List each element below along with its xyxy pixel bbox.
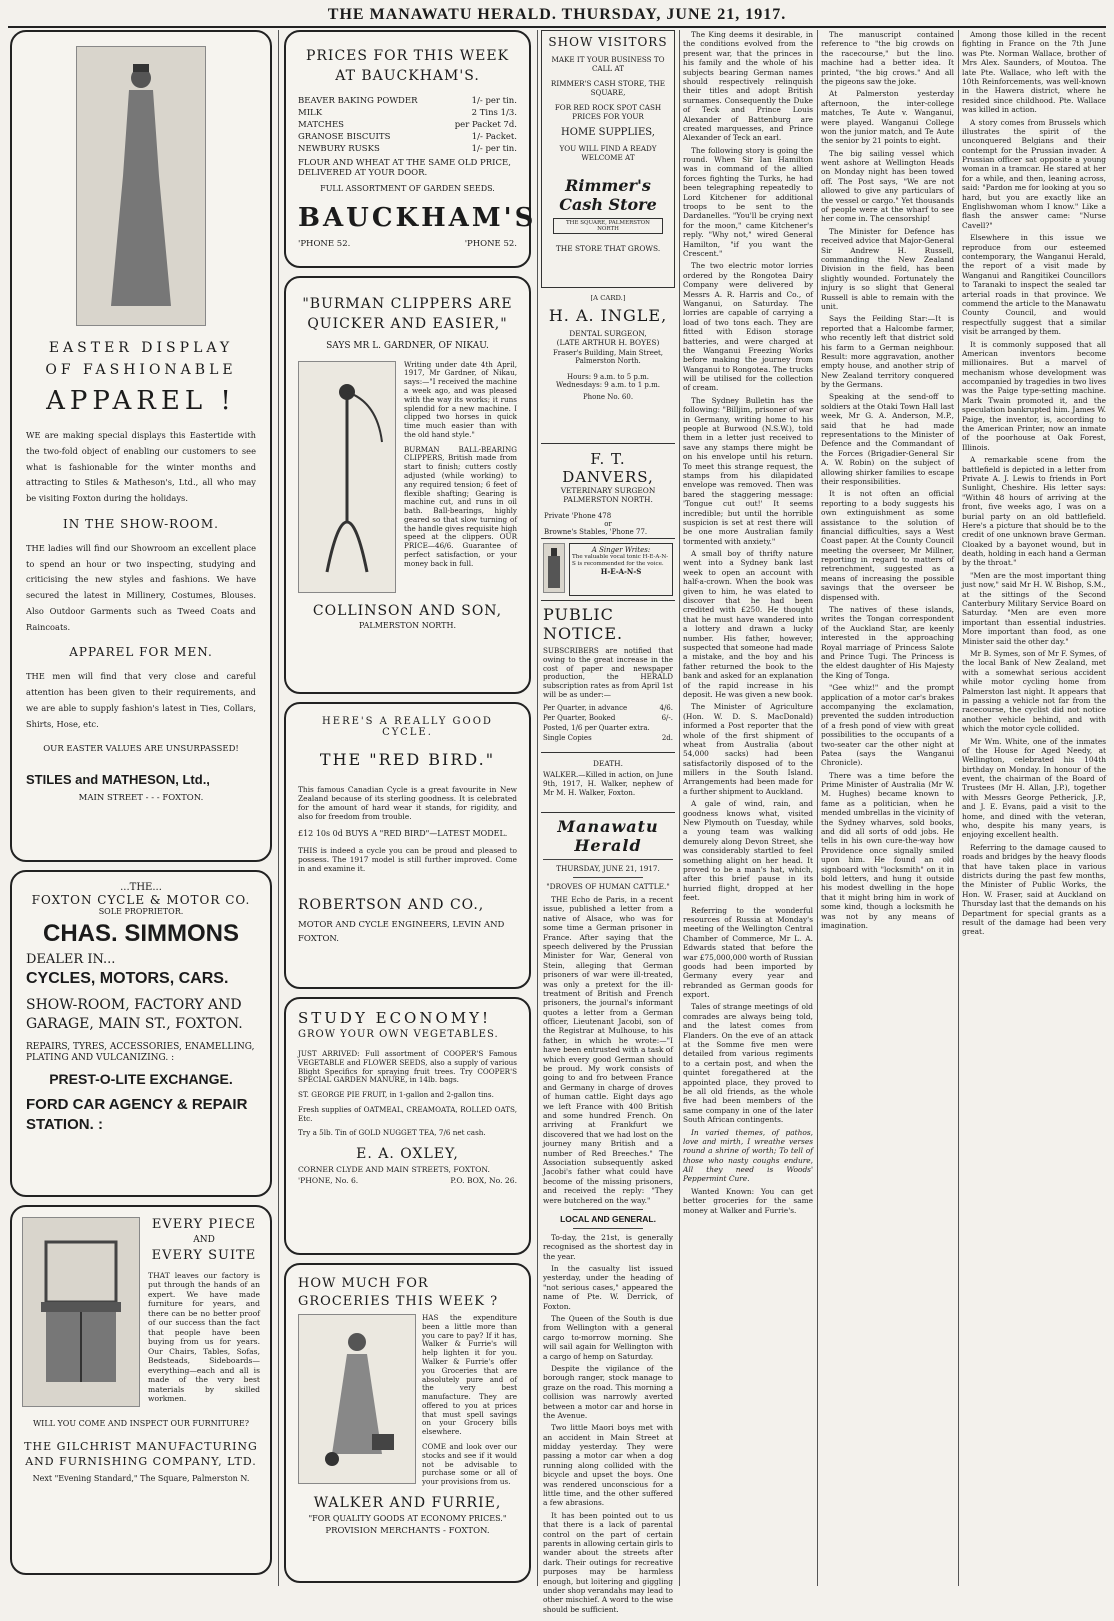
oxley-heading: STUDY ECONOMY!	[298, 1009, 492, 1027]
news-paragraph: Mr B. Symes, son of Mr F. Symes, of the local Bank of New Zealand, met with a somewhat serious accident while motor cycling home from Palmerston last night. It appears that in passing a vehicle not far from the racecourse, the cyclist did not notice another vehicle behind, and with which the motor cycle collided.	[962, 649, 1106, 734]
danvers-address: PALMERSTON NORTH.	[563, 495, 653, 504]
walker-slogan: "FOR QUALITY GOODS AT ECONOMY PRICES."	[308, 1513, 507, 1523]
rate-label: Posted, 1/6 per Quarter extra.	[543, 723, 650, 732]
ingle-dentist-card	[541, 288, 675, 444]
column-rule	[537, 30, 538, 1586]
bauckham-title: PRICES FOR THIS WEEK AT BAUCKHAM'S.	[305, 48, 510, 85]
column-rule	[817, 30, 818, 1586]
price-item: MATCHES	[298, 119, 344, 130]
woman-with-basket-icon	[312, 1324, 402, 1474]
bauckham-phone: 'PHONE 52.	[298, 238, 351, 249]
news-paragraph: A remarkable scene from the battlefield is depicted in a letter from Private A. J. Lewis to friends in Port Sunlight, Cheshire. His letter says: "Within 48 hours of arriving at the front, five weeks ago, I was on a burial party on an old battlefield. Here's a picture that should be to the credit of one unknown brave German. Cloaked by a bayonet wound, but in death, holding in each hand a German by the throat."	[962, 455, 1106, 568]
heans-text: The valuable vocal tonic H-E-A-N-S is recommended for the voice.	[572, 554, 669, 567]
walker-name: WALKER AND FURRIE,	[313, 1494, 502, 1511]
rate-value	[658, 723, 673, 733]
danvers-title: VETERINARY SURGEON	[560, 486, 656, 495]
column-news-3	[962, 30, 1106, 1586]
news-paragraph: The manuscript contained reference to "the big crowds on the racecourse," but the lino. machine had a better idea. It printed, "the big crows." And all the pigeons saw the joke.	[821, 30, 954, 86]
showroom-text: THE ladies will find our Showroom an excellent place to spend an hour or two inspecting, studying and criticising the new styles and fashions. We have secured the latest in Millinery, Costumes, Blouses. Also Outdoor Garments such as Tweed Coats and Raincoats.	[26, 542, 256, 632]
ingle-address: Fraser's Building, Main Street, Palmerston North.	[552, 349, 664, 365]
simmons-company: FOXTON CYCLE & MOTOR CO.	[31, 893, 251, 907]
public-notice-heading: PUBLIC NOTICE.	[543, 605, 624, 643]
local-item: Two little Maori boys met with an accident in Main Street at midday yesterday. They were passing a motor car when a dog running along collided with the bicycle and upset the boys. One was rendered unconscious for a little time, and the other suffered a few abrasions.	[543, 1423, 673, 1508]
wanted-known: Wanted Known: You can get better groceries for the same money at Walker and Furrie's.	[683, 1186, 813, 1215]
oxley-po-box: P.O. BOX, No. 26.	[450, 1176, 517, 1186]
oxley-oatmeal: Fresh supplies of OATMEAL, CREAMOATA, ROLLED OATS, Etc.	[298, 1104, 517, 1123]
price-row	[298, 143, 517, 155]
price-value: 1/- per tin.	[471, 95, 517, 106]
news-paragraph: Referring to the damage caused to roads and bridges by the heavy floods that have taken place in various districts during the past few months, the Minister of Public Works, the Hon. W. Fraser, said at Auckland on Thursday last that the demands on his Department for special grants as a result of the damage had been very great.	[962, 842, 1106, 937]
rate-label: Per Quarter, Booked	[543, 713, 616, 722]
news-paragraph: Says the Feilding Star:—It is reported that a Halcombe farmer, who recently left that district sold his farm to a German neighbour. Result: more aggravation, another empty house, and another strip of New Zealand territory conquered by the Germans.	[821, 314, 954, 390]
simmons-ford-agency: FORD CAR AGENCY & REPAIR STATION. :	[26, 1096, 248, 1133]
column-news-2	[821, 30, 954, 1586]
heans-ad	[541, 539, 675, 601]
local-item: The Queen of the South is due from Wellington with a general cargo to-morrow morning. She will sail again for Wellington with a cargo of hemp on Saturday.	[543, 1314, 673, 1361]
editorial-text: THE Echo de Paris, in a recent issue, published a letter from a native of Alsace, who was for some time a German prisoner in France. After saying that the speech delivered by the Prussian Minister for War, General von Stein, alleging that German prisoners of war were ill-treated, was only a pretext for the ill-treatment of British and French prisoners, the journal's informant quotes a letter from a German officer, Lieutenant Jacobi, son of the Registrar at Mulhouse, to his father, in which he wrote:—"I have been entrusted with a task of which every good German should be proud. My work consists of going to and fro between France and Germany in charge of droves of human cattle. Eight days ago we left France with 400 British and some hundred French. On arriving at Frankfurt we discovered that we had lost on the journey many British and a number of Red Breeches." The Association subsequently asked Jacobi's father what could have become of the missing prisoners, and received the reply: "They were butchered on the way."	[543, 895, 673, 1205]
local-general-heading: LOCAL AND GENERAL.	[560, 1213, 656, 1224]
column-rule	[958, 30, 959, 1586]
news-paragraph: There was a time before the Prime Minister of Australia (Mr W. M. Hughes) became known to fame as a politician, when he mended umbrellas in the vicinity of the Sydney wharves, sold books, and did all sorts of odd jobs. He tells in his own cure-the-way how Providence once signally smiled upon him. He found an old signboard with "locksmith" on it in bold letters, and hung it outside his modest dwelling in the hope that it might bring him in work of some kind, though a locksmith he was not by any means of imagination.	[821, 770, 954, 930]
masthead-rule	[8, 26, 1106, 28]
sideboard-illustration	[22, 1217, 140, 1407]
bauckham-ad	[284, 30, 537, 268]
oxley-address: CORNER CLYDE AND MAIN STREETS, FOXTON.	[298, 1165, 490, 1175]
rate-value: 6/-.	[661, 713, 673, 722]
rimmer-logo-sub: THE SQUARE, PALMERSTON NORTH	[553, 218, 663, 234]
danvers-stables: Browne's Stables, 'Phone 77.	[544, 528, 648, 536]
burman-testimonial: Writing under date 4th April, 1917, Mr Gardner, of Nikau, says:—"I received the machine a week ago, and was pleased with the way its works; it runs splendid for a new machine. I clipped two horses in quick time much easier than with the old hand style."	[404, 359, 517, 439]
walker-text-2: COME and look over our stocks and see if it would not be advisable to purchase some or all of your provisions from us.	[422, 1442, 517, 1487]
rimmer-line-1: MAKE IT YOUR BUSINESS TO CALL AT	[551, 55, 665, 73]
editorial-section	[541, 813, 675, 1621]
gilchrist-question: WILL YOU COME AND INSPECT OUR FURNITURE?	[32, 1419, 250, 1428]
sideboard-icon	[36, 1232, 126, 1392]
price-value: 1/- per tin.	[471, 143, 517, 154]
easter-values: OUR EASTER VALUES ARE UNSURPASSED!	[43, 744, 239, 755]
masthead: THE MANAWATU HERALD. THURSDAY, JUNE 21, 1917.	[327, 6, 787, 23]
rate-row	[543, 703, 673, 713]
local-item: To-day, the 21st, is generally recognised as the shortest day in the year.	[543, 1232, 673, 1261]
rate-label: Per Quarter, in advance	[543, 703, 628, 712]
oxley-seeds: JUST ARRIVED: Full assortment of COOPER'S Famous VEGETABLE and FLOWER SEEDS, also a supply of various Blight Specifics for spraying fruit trees. Try COOPER'S SPECIAL GARDEN MANURE, in 14lb. bags.	[298, 1049, 517, 1085]
clipper-machine-icon	[307, 372, 387, 582]
easter-display-ad	[10, 30, 272, 862]
simmons-the: ...THE...	[120, 882, 162, 893]
red-bird-cycle-ad	[284, 702, 531, 989]
bauckham-flour: FLOUR AND WHEAT AT THE SAME OLD PRICE, DELIVERED AT YOUR DOOR.	[298, 157, 511, 178]
public-notice	[541, 601, 675, 753]
price-item: NEWBURY RUSKS	[298, 143, 380, 154]
cycle-description: This famous Canadian Cycle is a great favourite in New Zealand because of its sterling goodness. It is celebrated for the amount of hard wear it stands, for rigidity, and also for freedom from trouble.	[298, 785, 517, 822]
danvers-vet-card	[541, 444, 675, 539]
news-paragraph: "Men are the most important thing just now," said Mr H. W. Bishop, S.M., at the sittings of the Second Canterbury Military Service Board on Saturday. "Men are even more important than essential industries. More important than food, as one Minister said the other day."	[962, 570, 1106, 646]
price-item: MILK	[298, 107, 323, 118]
rimmer-store-ad	[541, 30, 675, 288]
price-row	[298, 119, 517, 131]
danvers-phone: Private 'Phone 478	[544, 512, 612, 520]
clipper-machine-illustration	[298, 361, 396, 593]
simmons-dealer: DEALER IN...	[26, 952, 116, 967]
simmons-repairs: REPAIRS, TYRES, ACCESSORIES, ENAMELLING, PLATING AND VULCANIZING. :	[26, 1041, 255, 1064]
gilchrist-furniture-ad	[10, 1205, 272, 1575]
price-item: BEAVER BAKING POWDER	[298, 95, 418, 106]
rimmer-line-5: YOU WILL FIND A READY WELCOME AT	[559, 144, 657, 162]
oxley-pie-fruit: ST. GEORGE PIE FRUIT, in 1-gallon and 2-gallon tins.	[298, 1090, 494, 1100]
column-rule	[679, 30, 680, 1586]
collinson-name: COLLINSON AND SON,	[312, 602, 503, 619]
herald-date: THURSDAY, JUNE 21, 1917.	[556, 864, 660, 873]
walker-heading: HOW MUCH FOR GROCERIES THIS WEEK ?	[298, 1276, 499, 1309]
news-paragraph: "Gee whiz!" and the prompt application of a motor car's brakes accompanying the exclamation, prevented the sudden introduction of a fresh pond of view with great possibilities to the occupants of a two-seater car the other night at Patea (says the Wanganui Chronicle).	[821, 683, 954, 768]
burman-heading: "BURMAN CLIPPERS ARE QUICKER AND EASIER,"	[302, 296, 513, 333]
heans-heading: A Singer Writes:	[591, 546, 651, 554]
death-notice	[541, 753, 675, 813]
burman-says: SAYS MR L. GARDNER, OF NIKAU.	[326, 340, 489, 351]
news-paragraph: The King deems it desirable, in the conditions evolved from the present war, that the princes in his family and the whole of his subjects bearing German names should respectively relinquish their titles and adopt British surnames. Consequently the Duke of Teck and Prince Louis Alexander of Battenburg are created marquesses, and Prince Alexander of Teck an earl.	[683, 30, 813, 143]
herald-nameplate: Manawatu Herald	[557, 817, 659, 855]
public-notice-text: SUBSCRIBERS are notified that owing to the great increase in the cost of paper and newspaper production, the HERALD subscription rates as from April 1st will be as under:—	[543, 646, 673, 699]
news-paragraph: It is commonly supposed that all American inventors become millionaires. But a marvel of mechanism whose development was accompanied by tragedies in two lives was the Paige type-setting machine. Mark Twain promoted it, and the speculation bankrupted him. James W. Paige, the inventor, is, according to the American Printer, now an inmate of the poorhouse at Oak Forest, Illinois.	[962, 339, 1106, 452]
price-value: 1/- Packet.	[471, 131, 517, 142]
column-ads-middle	[284, 30, 537, 1586]
showroom-heading: IN THE SHOW-ROOM.	[63, 516, 219, 531]
local-item: It has been pointed out to us that there is a lack of parental control on the part of certain parents in allowing certain girls to wander about the streets after dark. Their outings for recreative purposes may be harmless enough, but loitering and giggling under shop verandahs may lead to other mischief. A word to the wise should be sufficient.	[543, 1510, 673, 1614]
simmons-name: CHAS. SIMMONS	[42, 920, 239, 947]
ingle-late: (LATE ARTHUR H. BOYES)	[556, 338, 660, 347]
rimmer-line-2: RIMMER'S CASH STORE, THE SQUARE,	[550, 79, 666, 97]
death-text: WALKER.—Killed in action, on June 9th, 1917, H. Walker, nephew of Mr M. H. Walker, Foxton.	[543, 770, 673, 797]
price-row	[298, 95, 517, 107]
oxley-subheading: GROW YOUR OWN VEGETABLES.	[298, 1029, 499, 1040]
oxley-tea: Try a 5lb. Tin of GOLD NUGGET TEA, 7/6 net cash.	[298, 1128, 486, 1138]
woods-verse: In varied themes, of pathos, love and mirth, I wreathe verses round a shrine of worth; To tell of those who nasty coughs endure, All they need is Woods' Peppermint Cure.	[683, 1127, 813, 1184]
red-bird-name: THE "RED BIRD."	[319, 750, 496, 769]
simmons-goods: CYCLES, MOTORS, CARS.	[26, 970, 229, 987]
simmons-ad	[10, 870, 272, 1197]
column-ads-left	[10, 30, 272, 1586]
rate-label: Single Copies	[543, 733, 592, 742]
news-paragraph: Mr Wm. White, one of the inmates of the House for Aged Needy, at Wellington, celebrated his 104th birthday on Monday. In honour of the event, the chairman of the Board of Trustees (Mr H. Allan, J.P.), together with Messrs George Petherick, J.P., and J. E. Evans, paid a visit to the home, and dined with the veteran, who, despite his many years, is enjoying excellent health.	[962, 736, 1106, 840]
news-paragraph: The big sailing vessel which went ashore at Wellington Heads on Monday night has been towed off. The Post says, "We are not allowed to give any particulars of the vessel or cargo." Yet thousands of people were at the wharf to see her come in. The censorship!	[821, 148, 954, 224]
walker-sub: PROVISION MERCHANTS - FOXTON.	[325, 1525, 490, 1536]
simmons-sole: SOLE PROPRIETOR.	[98, 907, 184, 916]
subscription-rates	[543, 703, 673, 743]
news-paragraph: The natives of these islands, writes the Tongan correspondent of the Auckland Star, are keenly interested in the approaching Royal marriage of Princess Salote and Prince Tugi. The Princess is the eldest daughter of His Majesty the King of Tonga.	[821, 605, 954, 680]
news-paragraph: A gale of wind, rain, and goodness knows what, visited New Plymouth on Tuesday, while a young team was walking demurely along Devon Street, she was considerably startled to feel something alight on her head. It proved to be a man's hat, which, after this brief pause in its hurried flight, dropped at her feet.	[683, 799, 813, 903]
rate-value: 2d.	[661, 733, 673, 742]
news-paragraph: Elsewhere in this issue we reproduce from our esteemed contemporary, the Wanganui Herald, the report of a visit made by Wanganui and Rangitikei Councillors to Taranaki to inspect the sealed tar arterial roads in that province. We commend the article to the Manawatu County Council, and would respectfully suggest that a similar visit be arranged by them.	[962, 233, 1106, 337]
gilchrist-address: Next "Evening Standard," The Square, Palmerston N.	[32, 1473, 250, 1483]
men-apparel-text: THE men will find that very close and careful attention has been given to their requirements, and we are able to supply fashion's latest in Ties, Collars, Shirts, Hose, etc.	[26, 671, 256, 729]
robertson-name: ROBERTSON AND CO.,	[298, 897, 485, 914]
ingle-phone: Phone No. 60.	[582, 393, 634, 401]
easter-heading-3: APPAREL !	[46, 386, 236, 416]
bottle-illustration	[543, 543, 565, 593]
gilchrist-text: THAT leaves our factory is put through the hands of an expert. We have made furniture for years, and there can be no better proof of our success than the fact that people have been buying from us for years. Our Chairs, Tables, Sofas, Bedsteads, Sideboards—everything—each and all is made of the very best materials by skilled workmen.	[148, 1271, 260, 1404]
rimmer-line-3: FOR RED ROCK SPOT CASH PRICES FOR YOUR	[554, 103, 662, 121]
oxley-economy-ad	[284, 997, 531, 1255]
woman-figure-icon	[101, 56, 181, 316]
easter-intro: WE are making special displays this Eastertide with the two-fold object of enabling our customers to see what is fashionable for the winter months and attracting to Stiles & Matheson's, Ltd., all who may be visiting Foxton during the holidays.	[26, 430, 256, 503]
bauckham-price-list	[298, 95, 517, 155]
column-notices	[541, 30, 675, 1614]
rate-row	[543, 713, 673, 723]
rate-row	[543, 723, 673, 733]
price-row	[298, 107, 517, 119]
burman-description: BURMAN BALL-BEARING CLIPPERS, British made from start to finish; cutters costly adjusted (while working) to any required tension; 6 feet of flexible shafting; Gearing is machine cut, and runs in oil bath. Ball-bearings, highly geared so that slow turning of the handle gives requisite high speed at the clippers. OUR PRICE—46/6. Guarantee of perfect satisfaction, or your money back in full.	[404, 444, 518, 568]
gilchrist-and: AND	[193, 1235, 215, 1245]
news-paragraph: The two electric motor lorries ordered by the Rongotea Dairy Company were delivered by Messrs A. R. Harris and Co., of Wanganui, on Saturday. The lorries are capable of carrying a load of two tons each. They are fitted with Edison storage batteries, and were charged at the Wanganui Freezing Works before making the journey from Wanganui to Rongotea. The trucks will be utilised for the collection of cream.	[683, 261, 813, 393]
news-paragraph: A story comes from Brussels which illustrates the spirit of the unconquered Belgians and their contempt for the Prussian invader. A Prussian officer sat opposite a young woman in a tramcar. He stared at her for a while, and then, leaning across, said: "Pardon me for looking at you so hard, but you are exactly like an Englishwoman whom I know." Like a flash the answer came: "Nurse Cavell?"	[962, 117, 1106, 230]
news-paragraph: The Minister of Agriculture (Hon. W. D. S. MacDonald) informed a Post reporter that the whole of the first shipment of wheat from Australia (about 54,000 sacks) had been satisfactorily disposed of to the millers in the South Island. Arrangements had been made for a further shipment to Auckland.	[683, 702, 813, 796]
oxley-phone: 'PHONE, No. 6.	[298, 1176, 359, 1186]
news-paragraph: It is not often an official reporting to a body suggests his own extinguishment as some assistance to the solution of financial difficulties, says a West Coast paper. At the County Council meeting the overseer, Mr Millner, reporting in regard to matters of retrenchment, suggested as a means of increasing the possible savings that the overseer be dispensed with.	[821, 489, 954, 602]
simmons-prestolite: PREST-O-LITE EXCHANGE.	[49, 1071, 233, 1088]
stiles-matheson-address: MAIN STREET - - - FOXTON.	[78, 793, 204, 804]
ingle-card-label: [A CARD.]	[590, 294, 626, 302]
fashion-figure-illustration	[76, 46, 206, 326]
cycle-heading: HERE'S A REALLY GOOD CYCLE.	[322, 716, 493, 738]
column-rule	[278, 30, 279, 1586]
price-value: per Packet 7d.	[454, 119, 517, 130]
ingle-hours: Hours: 9 a.m. to 5 p.m. Wednesdays: 9 a.m. to 1 p.m.	[556, 373, 660, 389]
heans-brand: H-E-A-N-S	[600, 567, 642, 577]
news-paragraph: The Sydney Bulletin has the following: "Billjim, prisoner of war in Germany, writing home to his people at Burwood (N.S.W.), told them in a letter just received to save any stamps there might be on his envelope until his return. To meet this strange request, the stamps from his dilapidated envelope was removed. Then was bared the staggering message: 'Tongue cut out!' It seems incredible; but until the horrible suspicion is set at rest there will be one more Australian family tormented with anxiety."	[683, 395, 813, 546]
walker-furrie-ad	[284, 1263, 531, 1583]
news-paragraph: The following story is going the round. When Sir Ian Hamilton was in command of the allied forces fighting the Turks, he had been telegraphing repeatedly to Lord Kitchener for additional troops to be sent to the Dardanelles. "You'll be crying next for the moon," came Kitchener's reply. "Why not," wired General Hamilton, "if you want the Crescent."	[683, 145, 813, 258]
rimmer-logo: Rimmer's Cash Store	[559, 176, 657, 214]
death-heading: DEATH.	[593, 759, 623, 768]
news-paragraph: At Palmerston yesterday afternoon, the inter-college matches, Te Aute v. Wanganui, were played. Wanganui College won the junior match, and Te Aute the senior by 21 points to eight.	[821, 89, 954, 146]
news-paragraph: The Minister for Defence has received advice that Major-General Sir Andrew H. Russell, commanding the New Zealand Division in the field, has been slightly wounded. Fortunately the injury is so slight that General Russell is able to remain with the unit.	[821, 226, 954, 311]
local-item: In the casualty list issued yesterday, under the heading of "not serious cases," appeared the name of Pte. W. Derrick, of Foxton.	[543, 1264, 673, 1311]
men-apparel-heading: APPAREL FOR MEN.	[69, 645, 213, 660]
stiles-matheson-name: STILES and MATHESON, Ltd.,	[26, 772, 210, 788]
collinson-address: PALMERSTON NORTH.	[358, 620, 456, 630]
rimmer-heading: SHOW VISITORS	[548, 35, 668, 49]
news-paragraph: Referring to the wonderful resources of Russia at Monday's meeting of the Wellington Central Chamber of Commerce, Mr L. A. Edwards stated that before the war £75,000,000 worth of Russian goods had been imported by Germany every year and rebranded as German goods for export.	[683, 905, 813, 1000]
editorial-heading: "DROVES OF HUMAN CATTLE."	[546, 882, 670, 891]
burman-clippers-ad	[284, 276, 531, 694]
gilchrist-heading-1: EVERY PIECE	[151, 1217, 257, 1232]
danvers-or: or	[604, 520, 612, 528]
shopper-illustration	[298, 1314, 416, 1484]
rate-value: 4/6.	[659, 703, 673, 712]
local-item: Despite the vigilance of the borough ranger, stock manage to graze on the road. This morning a collision was narrowly averted between a motor car and horse in the Avenue.	[543, 1363, 673, 1420]
price-row	[298, 131, 517, 143]
rimmer-tagline: THE STORE THAT GROWS.	[555, 244, 661, 253]
simmons-showroom: SHOW-ROOM, FACTORY AND GARAGE, MAIN ST., FOXTON.	[26, 997, 243, 1032]
bauckham-name: BAUCKHAM'S	[298, 202, 537, 233]
cycle-model: THIS is indeed a cycle you can be proud and pleased to possess. The 1917 model is still further improved. Come in and examine it.	[298, 846, 517, 874]
bauckham-garden-seeds: FULL ASSORTMENT OF GARDEN SEEDS.	[320, 183, 495, 193]
danvers-name: F. T. DANVERS,	[562, 450, 654, 486]
gilchrist-heading-2: EVERY SUITE	[151, 1248, 257, 1263]
gilchrist-company: THE GILCHRIST MANUFACTURING AND FURNISHING COMPANY, LTD.	[24, 1440, 258, 1468]
news-paragraph: Speaking at the send-off to soldiers at the Otaki Town Hall last week, Mr G. A. Anderson, M.P., said that he had made representations to the Minister of Defence and the Commandant of the Forces (Brigadier-General Sir A. W. Robin) on the subject of allowing shirker families to escape their responsibilities.	[821, 392, 954, 486]
walker-text-1: HAS the expenditure been a little more than you care to pay? If it has, Walker & Furrie's will help lighten it for you. Walker & Furrie's offer you Groceries that are absolutely pure and of the very best manufacture. They are offered to you at prices that must spell savings on your Grocery bills elsewhere.	[422, 1313, 517, 1437]
robertson-sub: MOTOR AND CYCLE ENGINEERS, LEVIN AND FOXTON.	[298, 920, 505, 944]
news-paragraph: Among those killed in the recent fighting in France on the 7th June was Pte. Norman Wallace, brother of Mrs Alex. Saunders, of Moutoa. The late Pte. Wallace, who left with the 10th Reinforcements, was well-known in the Hawera district, where he resided since childhood. Pte. Wallace was killed in action.	[962, 30, 1106, 115]
cycle-price: £12 10s 0d BUYS A "RED BIRD"—LATEST MODEL.	[298, 829, 508, 839]
price-item: GRANOSE BISCUITS	[298, 131, 391, 142]
ingle-title: DENTAL SURGEON,	[569, 329, 647, 338]
bauckham-phone: 'PHONE 52.	[464, 238, 517, 249]
rimmer-line-4: HOME SUPPLIES,	[561, 127, 655, 138]
bottle-icon	[547, 548, 561, 588]
ingle-name: H. A. INGLE,	[548, 306, 668, 325]
easter-heading-1: EASTER DISPLAY	[48, 340, 234, 356]
price-value: 2 Tins 1/3.	[471, 107, 517, 118]
column-news-1	[683, 30, 813, 1586]
oxley-name: E. A. OXLEY,	[356, 1146, 459, 1163]
rate-row	[543, 733, 673, 743]
news-paragraph: Tales of strange meetings of old comrades are always being told, and the latest comes from Flanders. On the eve of an attack at the Somme five men were detailed from various regiments to a certain post, and when the quintet foregathered at the appointed place, they proved to be all old friends, as the whole five had been members of the same company in one of the later South African contingents.	[683, 1002, 813, 1125]
easter-heading-2: OF FASHIONABLE	[45, 362, 237, 378]
news-paragraph: A small boy of thrifty nature went into a Sydney bank last week to open an account with half-a-crown. When the book was given to him, he was elated to discover that he had been credited with £250. He thought that he must have wandered into a lottery and drawn a lucky number. His father, however, suspected that someone had made a mistake, and the boy and his father returned the book to the bank and asked for an explanation of the rapid increase in his deposit. He was given a new book.	[683, 549, 813, 699]
